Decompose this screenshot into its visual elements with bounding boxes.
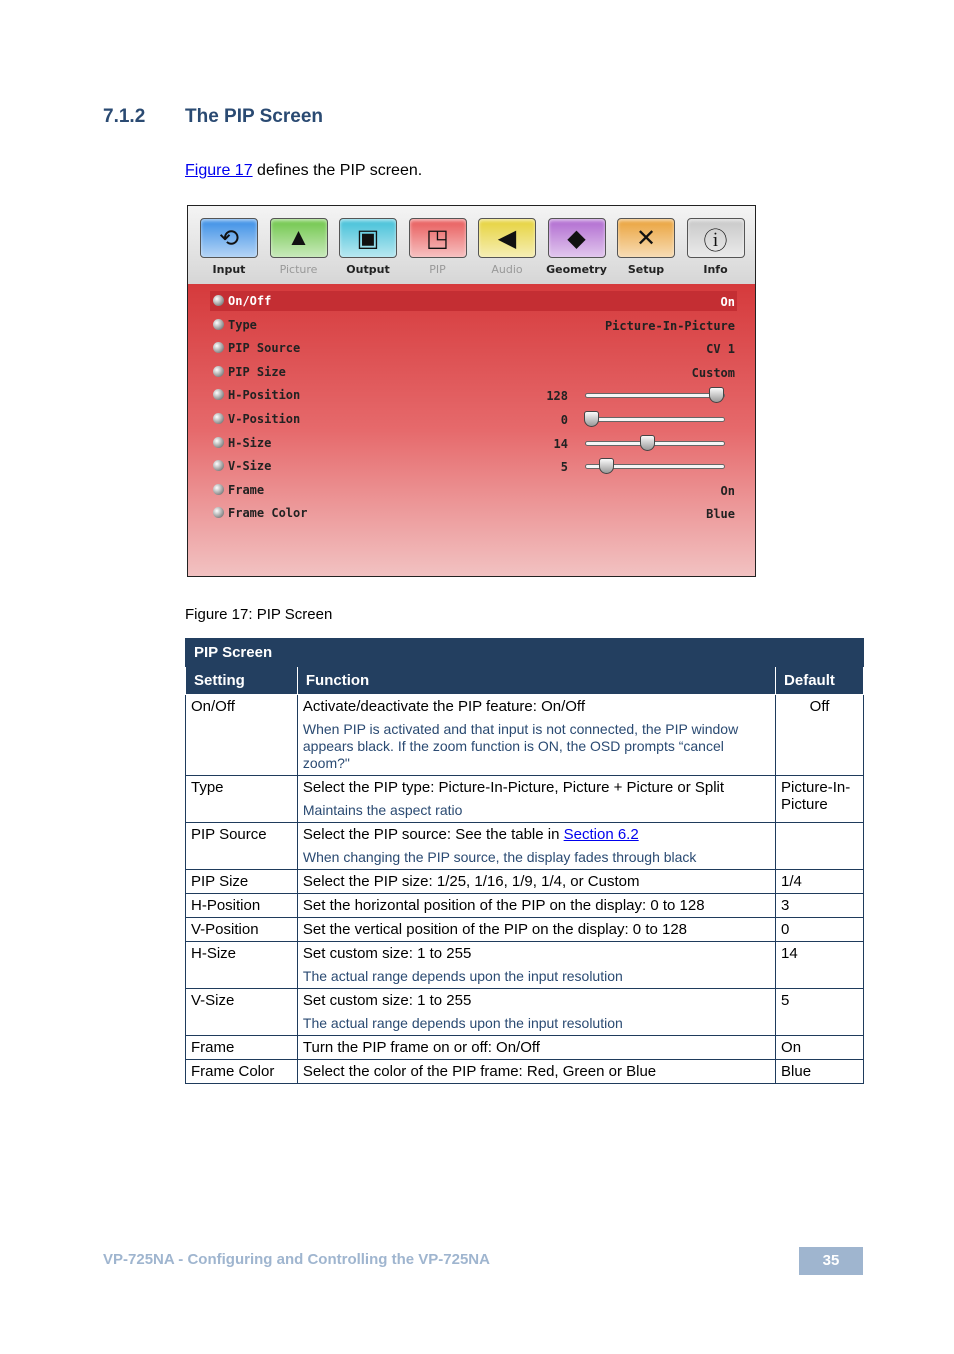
setup-icon: ✕ [617,218,675,258]
osd-tab-label: Info [703,263,728,276]
function-cell [297,1036,775,1060]
osd-tab-label: Input [212,263,246,276]
function-cell [297,989,775,1036]
function-cell [297,776,775,823]
function-note: The actual range depends upon the input resolution [302,968,623,984]
function-cell [297,695,775,776]
function-text: Select the PIP size: 1/25, 1/16, 1/9, 1/4, or Custom [302,873,640,890]
function-text: Turn the PIP frame on or off: On/Off [302,1039,540,1056]
osd-tab-setup[interactable] [611,218,681,276]
table-row [186,823,864,870]
function-cell [297,823,775,870]
default-cell: Off [776,695,864,776]
osd-menu-item[interactable] [210,456,737,476]
bullet-icon [213,366,224,377]
osd-menu-item[interactable] [210,433,737,453]
osd-menu-item[interactable] [210,480,737,500]
osd-tab-info[interactable] [681,218,751,276]
pip-osd-figure [187,205,756,577]
info-icon: ⓘ [687,218,745,258]
bullet-icon [213,295,224,306]
osd-tab-label: Audio [491,263,523,276]
setting-cell: PIP Size [186,870,298,894]
table-row [186,1060,864,1084]
osd-tab-label: PIP [429,263,446,276]
page-number: 35 [799,1247,863,1275]
setting-cell: H-Position [186,894,298,918]
section-heading [103,106,323,128]
input-icon: ⟲ [200,218,258,258]
osd-item-label: V-Position [228,412,301,426]
default-cell: 5 [776,989,864,1036]
table-row [186,894,864,918]
function-text: Set the vertical position of the PIP on the display: 0 to 128 [302,921,688,938]
osd-item-label: Frame Color [228,506,308,521]
bullet-icon [213,460,224,471]
table-row [186,918,864,942]
table-row [186,695,864,776]
table-row [186,870,864,894]
osd-menu-item[interactable] [210,362,737,382]
function-cell [297,918,775,942]
osd-tab-label: Geometry [546,263,607,276]
intro-paragraph [185,162,422,180]
default-cell: 3 [776,894,864,918]
osd-item-value: Picture-In-Picture [604,318,735,333]
osd-slider-knob[interactable] [640,435,655,451]
section-6-2-link[interactable]: Section 6.2 [563,826,639,843]
setting-cell: Frame Color [186,1060,298,1084]
osd-menu-item[interactable] [210,291,737,311]
bullet-icon [213,319,224,330]
default-cell: 0 [776,918,864,942]
header-default: Default [776,667,864,695]
bullet-icon [213,389,224,400]
figure-17-link[interactable]: Figure 17 [185,162,253,179]
bullet-icon [213,507,224,518]
function-text: Set the horizontal position of the PIP on the display: 0 to 128 [302,897,705,914]
header-setting: Setting [186,667,298,695]
osd-slider-track[interactable] [585,393,725,398]
osd-menu [188,284,755,577]
function-cell [297,870,775,894]
setting-cell: Type [186,776,298,823]
table-row [186,942,864,989]
table-row [186,1036,864,1060]
setting-cell: PIP Source [186,823,298,870]
function-note: When changing the PIP source, the display fades through black [302,849,697,865]
osd-item-value: Custom [691,365,735,380]
default-cell: Blue [776,1060,864,1084]
osd-item-label: H-Size [228,435,272,450]
osd-slider-knob[interactable] [584,411,599,427]
function-text: Set custom size: 1 to 255 [302,992,472,1009]
section-title: The PIP Screen [185,106,323,127]
footer-title: VP-725NA - Configuring and Controlling the VP-725NA [103,1251,490,1268]
osd-tab-input[interactable] [194,218,264,276]
osd-tab-output[interactable] [333,218,403,276]
setting-cell: V-Position [186,918,298,942]
pip-screen-table [185,638,864,1084]
osd-tab-pip[interactable] [403,218,473,276]
osd-item-value: CV 1 [706,342,735,357]
table-row [186,989,864,1036]
osd-item-label: PIP Source [228,341,301,356]
osd-item-value: On [720,483,735,498]
function-cell [297,942,775,989]
table-title: PIP Screen [186,639,864,667]
osd-item-label: V-Size [228,459,272,474]
intro-text: defines the PIP screen. [252,162,423,179]
function-cell [297,894,775,918]
geometry-icon: ◆ [548,218,606,258]
section-number: 7.1.2 [103,106,146,127]
osd-menu-item[interactable] [210,385,737,405]
osd-item-label: H-Position [228,388,301,403]
function-text: Set custom size: 1 to 255 [302,945,472,962]
osd-menu-item[interactable] [210,315,737,335]
osd-tab-picture[interactable] [264,218,334,276]
function-text-pre: Select the PIP source: See the table in [302,826,564,843]
audio-icon: ◀ [478,218,536,258]
osd-tab-label: Picture [279,263,318,276]
function-note: The actual range depends upon the input resolution [302,1015,623,1031]
bullet-icon [213,342,224,353]
osd-menu-item[interactable] [210,503,737,523]
setting-cell: H-Size [186,942,298,989]
setting-cell: V-Size [186,989,298,1036]
osd-slider-value: 5 [560,460,568,475]
osd-item-value: On [720,295,735,309]
osd-slider-value: 0 [560,413,568,427]
osd-slider-knob[interactable] [599,458,614,474]
osd-toolbar [188,206,755,284]
bullet-icon [213,437,224,448]
osd-menu-item[interactable] [210,338,737,358]
table-header-row [186,667,864,695]
function-text: Select the PIP type: Picture-In-Picture, Picture + Picture or Split [302,779,725,796]
osd-slider-value: 14 [553,436,568,451]
osd-slider-knob[interactable] [709,387,724,403]
osd-item-label: PIP Size [228,364,286,379]
pip-icon: ◳ [409,218,467,258]
setting-cell: On/Off [186,695,298,776]
function-text [303,826,770,843]
table-title-row [186,639,864,667]
osd-slider-value: 128 [546,389,568,404]
table-row [186,776,864,823]
osd-tab-label: Setup [627,263,665,276]
default-cell: On [776,1036,864,1060]
function-text: Activate/deactivate the PIP feature: On/Off [302,698,585,715]
function-cell [297,1060,775,1084]
osd-menu-item[interactable] [210,409,737,429]
setting-cell: Frame [186,1036,298,1060]
default-cell [776,823,864,870]
osd-tab-audio[interactable] [472,218,542,276]
default-cell: 14 [776,942,864,989]
osd-item-label: On/Off [228,294,272,308]
default-cell: Picture-In-Picture [776,776,864,823]
figure-caption: Figure 17: PIP Screen [185,606,333,623]
picture-icon: ▲ [270,218,328,258]
output-icon: ▣ [339,218,397,258]
osd-tab-geometry[interactable] [542,218,612,276]
osd-slider-track[interactable] [585,417,725,422]
bullet-icon [213,413,224,424]
function-note: When PIP is activated and that input is not connected, the PIP window appears black. If the zoom function is ON, the OSD prompts “cancel zoom?" [302,721,739,771]
osd-item-label: Type [228,317,257,332]
osd-tab-label: Output [346,263,390,276]
osd-item-label: Frame [228,482,265,497]
default-cell: 1/4 [776,870,864,894]
function-note: Maintains the aspect ratio [302,802,463,818]
bullet-icon [213,484,224,495]
header-function: Function [297,667,775,695]
function-text: Select the color of the PIP frame: Red, Green or Blue [302,1063,657,1080]
osd-item-value: Blue [706,507,735,522]
